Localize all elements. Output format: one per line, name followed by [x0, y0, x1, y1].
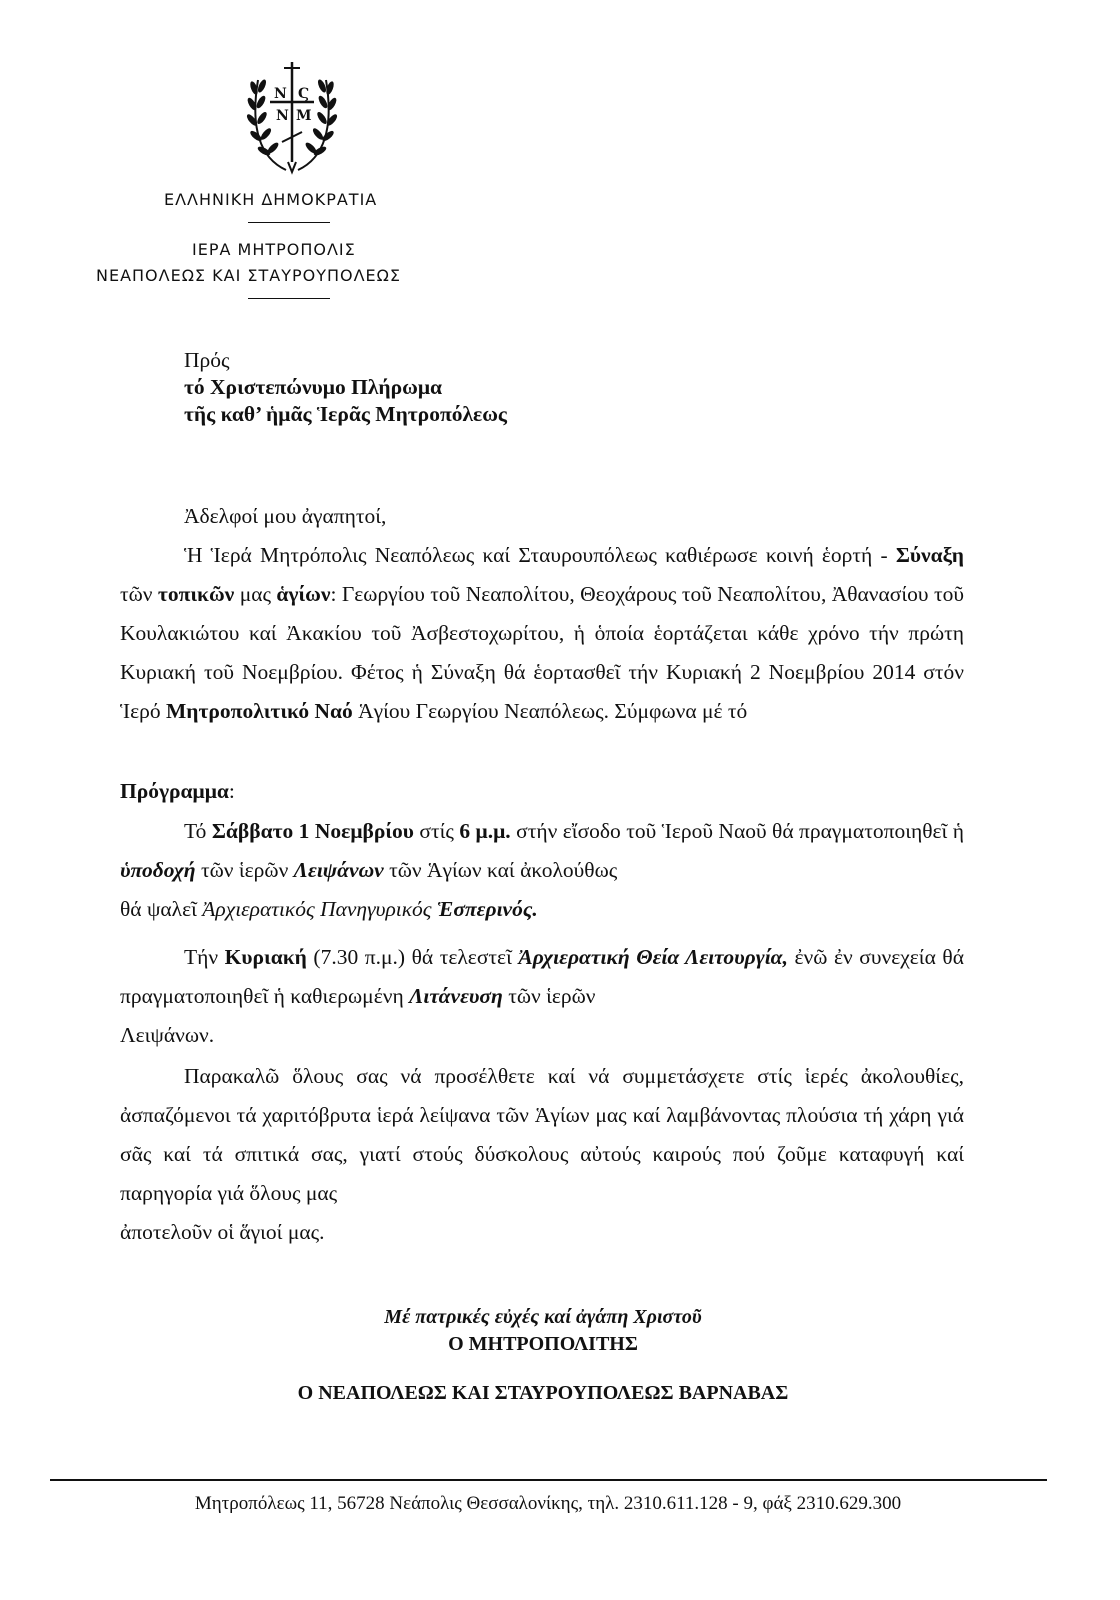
- recipient-to: Πρός: [184, 348, 230, 372]
- metropolis-heading-line2: ΝΕΑΠΟΛΕΩΣ ΚΑΙ ΣΤΑΥΡΟΥΠΟΛΕΩΣ: [96, 266, 401, 285]
- header-divider: [248, 298, 330, 299]
- paragraph-1: Ἡ Ἱερά Μητρόπολις Νεαπόλεως καί Σταυρουπόλεως καθιέρωσε κοινή ἑορτή - Σύναξη τῶν τοπικῶν μας ἁγίων: Γεωργίου τοῦ Νεαπολίτου, Θεοχάρους τοῦ Νεαπολίτου, Ἀθανασίου τοῦ Κουλακιώτου καί Ἀκακίου τοῦ Ἀσβεστοχωρίτου, ἡ ὁποία ἑορτάζεται κάθε χρόνο τήν πρώτη Κυριακή τοῦ Νοεμβρίου. Φέτος ἡ Σύναξη θά ἑορτασθεῖ τήν Κυριακή 2 Νοεμβρίου 2014 στόν Ἱερό Μητροπολιτικό Ναό Ἁγίου Γεωργίου Νεαπόλεως. Σύμφωνα μέ τό: [120, 543, 965, 723]
- paragraph-4-last: ἀποτελοῦν οἱ ἅγιοί μας.: [120, 1220, 325, 1244]
- paragraph-1-last: Πρόγραμμα:: [120, 779, 235, 803]
- paragraph-2: Τό Σάββατο 1 Νοεμβρίου στίς 6 μ.μ. στήν εἴσοδο τοῦ Ἱεροῦ Ναοῦ θά πραγματοποιηθεῖ ἡ ὑποδοχή τῶν ἱερῶν Λειψάνων τῶν Ἁγίων καί ἀκολούθως: [120, 819, 965, 882]
- paragraph-3-last: Λειψάνων.: [120, 1023, 215, 1047]
- svg-text:Μ: Μ: [296, 108, 312, 124]
- signature-name: Ο ΝΕΑΠΟΛΕΩΣ ΚΑΙ ΣΤΑΥΡΟΥΠΟΛΕΩΣ ΒΑΡΝΑΒΑΣ: [297, 1382, 789, 1404]
- signature-blessing: Μέ πατρικές εὐχές καί ἀγάπη Χριστοῦ: [384, 1306, 702, 1328]
- svg-text:Ν: Ν: [276, 108, 289, 124]
- paragraph-3: Τήν Κυριακή (7.30 π.μ.) θά τελεστεῖ Ἀρχιερατική Θεία Λειτουργία, ἐνῶ ἐν συνεχεία θά πραγματοποιηθεῖ ἡ καθιερωμένη Λιτάνευση τῶν ἱερῶν: [120, 945, 964, 1008]
- signature-title: Ο ΜΗΤΡΟΠΟΛΙΤΗΣ: [448, 1333, 638, 1355]
- greeting: Ἀδελφοί μου ἀγαπητοί,: [184, 504, 387, 528]
- paragraph-4: Παρακαλῶ ὅλους σας νά προσέλθετε καί νά συμμετάσχετε στίς ἱερές ἀκολουθίες, ἀσπαζόμενοι τά χαριτόβρυτα ἱερά λείψανα τῶν Ἁγίων μας καί λαμβάνοντας πλούσια τή χάρη γιά σᾶς καί τά σπιτικά σας, γιατί στούς δύσκολους αὐτούς καιρούς πού ζοῦμε καταφυγή καί παρηγορία γιά ὅλους μας: [120, 1064, 964, 1205]
- svg-text:Ϛ: Ϛ: [298, 86, 310, 102]
- footer-address: Μητροπόλεως 11, 56728 Νεάπολις Θεσσαλονίκης, τηλ. 2310.611.128 - 9, φάξ 2310.629.300: [194, 1493, 902, 1514]
- recipient-line1: τό Χριστεπώνυμο Πλήρωμα: [184, 375, 442, 399]
- svg-text:N: N: [274, 86, 287, 102]
- paragraph-2-last: θά ψαλεῖ Ἀρχιερατικός Πανηγυρικός Ἑσπερινός.: [120, 897, 538, 921]
- cross-wreath-emblem: [246, 58, 338, 178]
- header-divider: [248, 222, 330, 223]
- footer-divider: [50, 1479, 1047, 1481]
- recipient-line2: τῆς καθ’ ἡμᾶς Ἱερᾶς Μητροπόλεως: [184, 402, 508, 426]
- state-heading: ΕΛΛΗΝΙΚΗ ΔΗΜΟΚΡΑΤΙΑ: [164, 190, 378, 209]
- metropolis-heading-line1: ΙΕΡΑ ΜΗΤΡΟΠΟΛΙΣ: [192, 240, 356, 259]
